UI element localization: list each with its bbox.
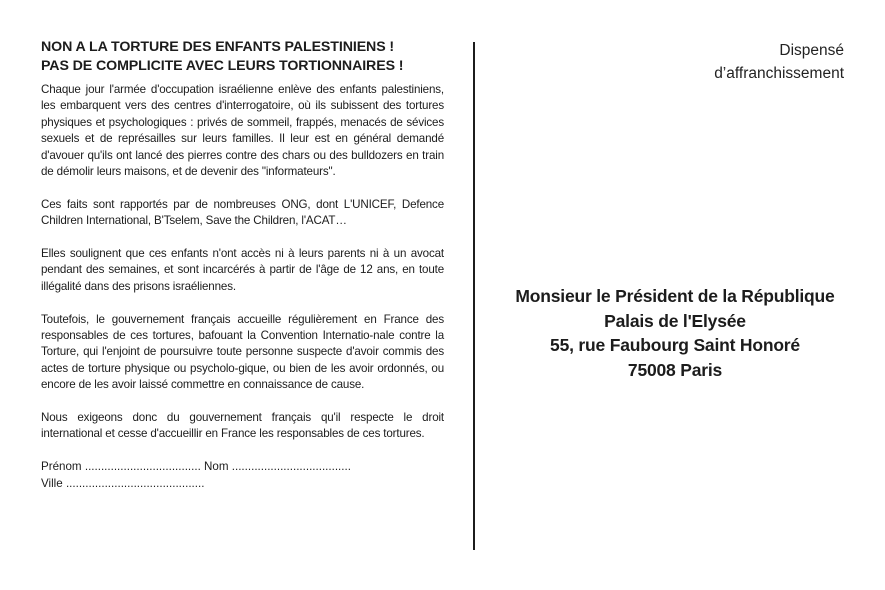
- paragraph-ngo-reports: Ces faits sont rapportés par de nombreuses ONG, dont L'UNICEF, Defence Children International, B'Tselem, Save the Children, l'ACAT…: [41, 197, 444, 228]
- ville-field[interactable]: ...........................................: [65, 476, 205, 490]
- address-recipient: Monsieur le Président de la République: [515, 286, 835, 306]
- prenom-label: Prénom: [41, 460, 82, 474]
- prenom-field[interactable]: ....................................: [84, 460, 201, 474]
- message-column: [41, 38, 444, 492]
- signature-fields: [41, 459, 444, 492]
- name-line: [41, 459, 444, 475]
- nom-label: Nom: [204, 460, 229, 474]
- postage-notice-line-2: d’affranchissement: [714, 65, 844, 82]
- paragraph-demand: Nous exigeons donc du gouvernement français qu'il respecte le droit international et cesse d'accueillir en France les responsables de ces tortures.: [41, 411, 444, 441]
- headline: [41, 38, 444, 76]
- headline-line-2: PAS DE COMPLICITE AVEC LEURS TORTIONNAIRES !: [41, 58, 404, 74]
- address-city: 75008 Paris: [627, 359, 723, 380]
- address-street: 55, rue Faubourg Saint Honoré: [550, 335, 800, 356]
- nom-field[interactable]: .....................................: [231, 460, 351, 474]
- recipient-address: [478, 284, 872, 382]
- vertical-divider: [473, 42, 475, 550]
- address-building: Palais de l'Elysée: [604, 310, 746, 331]
- ville-label: Ville: [41, 476, 63, 490]
- postage-notice: [714, 39, 844, 85]
- city-line: [41, 476, 444, 492]
- postage-notice-line-1: Dispensé: [779, 42, 844, 59]
- paragraph-abductions: Chaque jour l'armée d'occupation israélienne enlève des enfants palestiniens, les embarquent vers des centres d'interrogatoire, où ils subissent des tortures physiques et psychologiques : privés de sommeil, frappés, menacés de sévices sexuels et de représailles sur leurs familles. Il leur est en général demandé d'avouer qu'ils ont lancé des pierres contre des chars ou des bulldozers en train de démolir leurs maisons, et de devenir des "informateurs".: [41, 83, 444, 179]
- paragraph-government: Toutefois, le gouvernement français accueille régulièrement en France des responsables de ces tortures, bafouant la Convention Internatio-nale contre la Torture, qui l'enjoint de poursuivre toute personne suspecte d'avoir commis des actes de torture physique ou psycholo-gique, ou bien de les avoir ordonnés, ou encore de les avoir laissé commettre en connaissance de cause.: [41, 312, 444, 392]
- paragraph-no-access: Elles soulignent que ces enfants n'ont accès ni à leurs parents ni à un avocat pendant des semaines, et sont incarcérés à partir de l'âge de 12 ans, en toute illégalité dans des prisons israéliennes.: [41, 247, 444, 293]
- headline-line-1: NON A LA TORTURE DES ENFANTS PALESTINIENS !: [41, 39, 395, 55]
